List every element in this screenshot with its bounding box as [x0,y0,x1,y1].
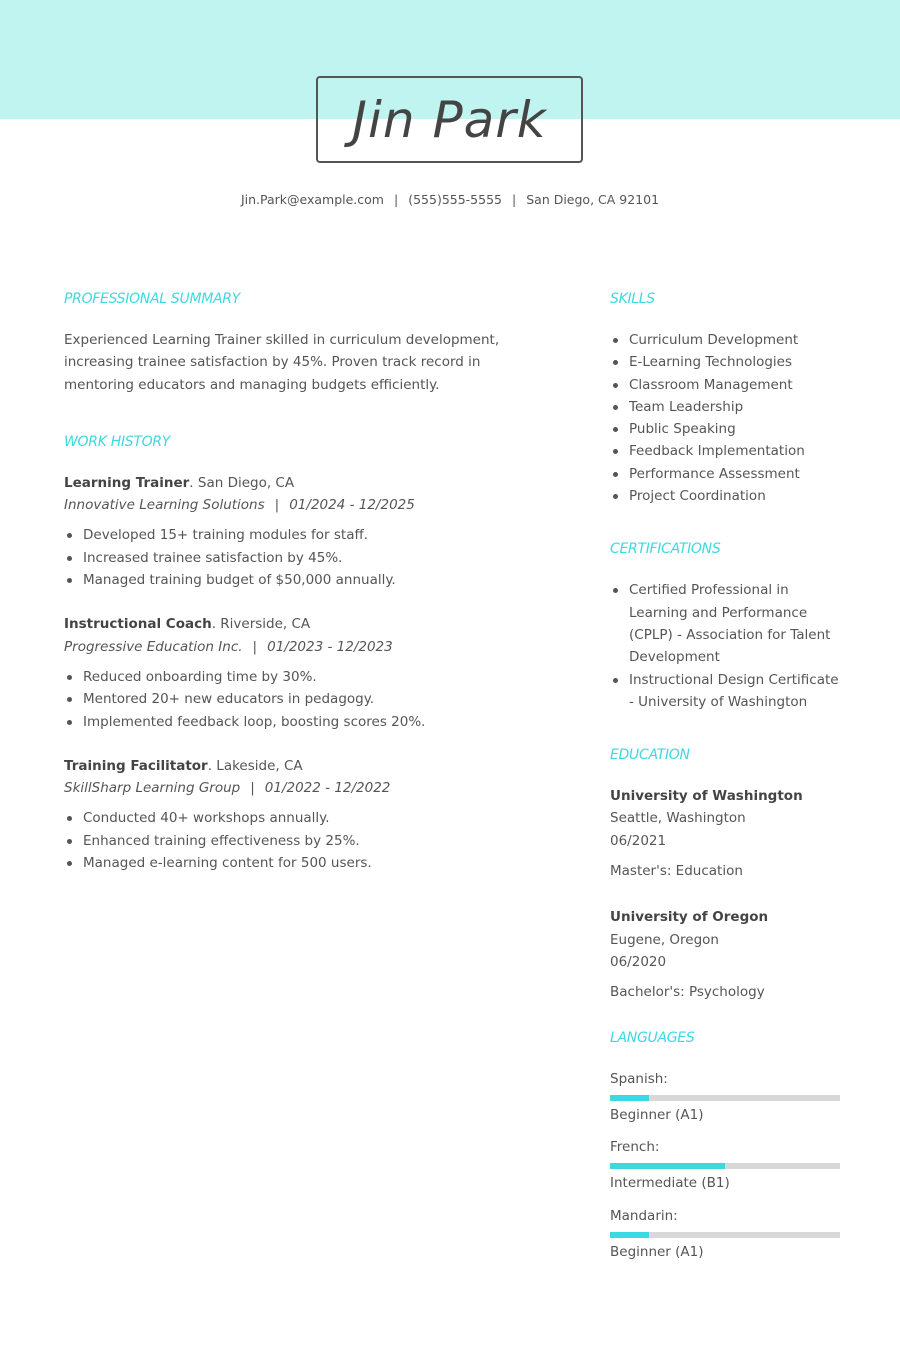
skills-section [610,291,840,507]
school-place: Seattle, Washington [610,810,746,827]
skill-item: Public Speaking [610,418,840,440]
language-name: Mandarin: [610,1207,678,1224]
job-bullet: Enhanced training effectiveness by 25%. [64,830,554,852]
section-title-education: EDUCATION [610,747,690,764]
section-title-languages: LANGUAGES [610,1029,695,1046]
language-name: Spanish: [610,1070,668,1087]
job-bullet: Managed training budget of $50,000 annually. [64,569,554,591]
job-dates: 01/2023 - 12/2023 [267,638,393,655]
proficiency-fill [610,1232,649,1238]
skill-item: Performance Assessment [610,463,840,485]
languages-section [610,1030,840,1264]
section-title-certifications: CERTIFICATIONS [610,541,721,558]
education-entry [610,906,840,1003]
separator: | [250,780,255,797]
education-section [610,747,840,1003]
job-company: Innovative Learning Solutions [64,497,265,514]
job-dates: 01/2024 - 12/2025 [289,497,415,514]
degree: Master's: Education [610,863,743,880]
job-bullet: Developed 15+ training modules for staff. [64,524,554,546]
graduation-date: 06/2020 [610,953,667,970]
skill-item: E-Learning Technologies [610,351,840,373]
job-dates: 01/2022 - 12/2022 [264,780,391,797]
job-role: Instructional Coach [64,616,212,633]
skill-item: Feedback Implementation [610,440,840,462]
language-level: Intermediate (B1) [610,1175,730,1192]
language-level: Beginner (A1) [610,1244,704,1261]
job-bullet: Mentored 20+ new educators in pedagogy. [64,688,554,710]
proficiency-bar [610,1163,840,1169]
separator: | [512,192,517,207]
email: Jin.Park@example.com [240,192,384,207]
certification-item: Instructional Design Certificate - University of Washington [610,669,840,714]
school-place: Eugene, Oregon [610,931,719,948]
proficiency-fill [610,1163,725,1169]
skill-item: Project Coordination [610,485,840,507]
candidate-name: Jin Park [352,90,547,149]
name-box [316,76,583,163]
location: San Diego, CA 92101 [526,192,660,207]
separator: | [252,638,258,655]
job-bullet: Conducted 40+ workshops annually. [64,807,554,829]
skill-item: Classroom Management [610,374,840,396]
graduation-date: 06/2021 [610,832,667,849]
skill-item: Curriculum Development [610,329,840,351]
job-bullet: Reduced onboarding time by 30%. [64,666,554,688]
job-entry [64,755,554,874]
job-role: Training Facilitator [64,757,208,774]
right-column [610,291,840,1273]
separator: | [274,497,280,514]
phone: (555)555-5555 [408,192,502,207]
section-title-work: WORK HISTORY [64,433,171,450]
separator: | [393,192,399,207]
language-entry [610,1068,840,1127]
job-bullet: Managed e-learning content for 500 users. [64,852,554,874]
job-bullet: Implemented feedback loop, boosting scores 20%. [64,711,554,733]
proficiency-bar [610,1232,840,1238]
proficiency-bar [610,1095,840,1101]
section-title-summary: PROFESSIONAL SUMMARY [64,291,240,307]
school-name: University of Oregon [610,909,769,926]
certifications-section [610,541,840,713]
skill-item: Team Leadership [610,396,840,418]
job-entry [64,472,554,591]
job-location: . San Diego, CA [189,474,295,491]
left-column [64,291,554,896]
section-title-skills: SKILLS [610,291,655,307]
language-entry [610,1205,840,1264]
job-bullet: Increased trainee satisfaction by 45%. [64,547,554,569]
job-company: Progressive Education Inc. [64,638,243,655]
language-level: Beginner (A1) [610,1106,704,1123]
job-entry [64,613,554,732]
degree: Bachelor's: Psychology [610,984,765,1001]
proficiency-fill [610,1095,649,1101]
summary-text: Experienced Learning Trainer skilled in curriculum development, increasing trainee satisfaction by 45%. Proven track record in mentoring educators and managing budgets efficiently. [64,332,500,393]
education-entry [610,785,840,882]
certification-item: Certified Professional in Learning and Performance (CPLP) - Association for Talent Development [610,579,840,668]
job-role: Learning Trainer [64,474,190,491]
job-location: . Riverside, CA [211,616,311,633]
contact-line [0,192,900,207]
school-name: University of Washington [610,788,803,805]
job-company: SkillSharp Learning Group [64,780,241,797]
language-name: French: [610,1139,660,1156]
language-entry [610,1136,840,1195]
job-location: . Lakeside, CA [207,757,303,774]
